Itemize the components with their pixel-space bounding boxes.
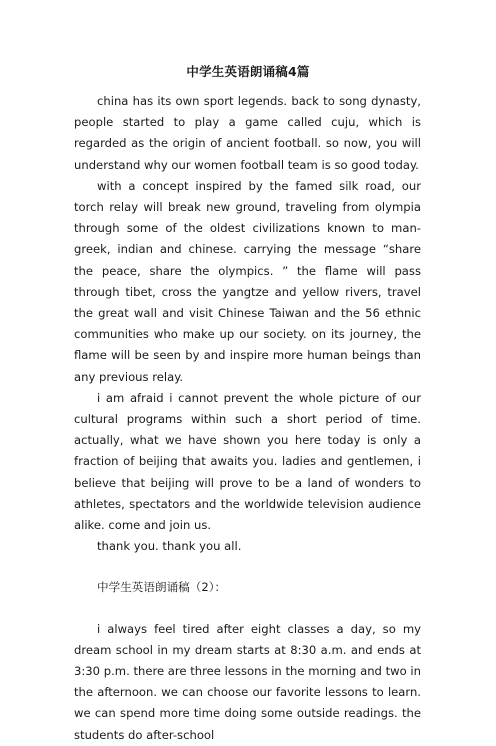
paragraph-dream-school: i always feel tired after eight classes a day, so my dream school in my dream starts at 8:30 a.m. and ends at 3:30 p.m. there are three lessons in the morning and two in the afternoon. we can choose our favorite lessons to learn. we can spend more time doing some outside readings. the students do after-school — [74, 621, 421, 742]
paragraph-cuju: china has its own sport legends. back to song dynasty, people started to play a game called cuju, which is regarded as the origin of ancient football. so now, you will understand why our women football team is so good today. — [74, 94, 421, 172]
section-heading: 中学生英语朗诵稿（2）： — [97, 580, 227, 595]
paragraph-torch-relay: with a concept inspired by the famed silk road, our torch relay will break new ground, traveling from olympia through some of the oldest civilizations known to man-greek, indian and chinese. carrying the message “share the peace, share the olympics. ” the flame will pass through tibet, cross the yangtze and yellow rivers, travel the great wall and visit Chinese Taiwan and the 56 ethnic communities who make up our society. on its journey, the flame will be seen by and inspire more human beings than any previous relay. — [74, 178, 421, 384]
document-body — [74, 91, 421, 746]
paragraph-cultural-programs: i am afraid i cannot prevent the whole picture of our cultural programs within such a short period of time. actually, what we have shown you here today is only a fraction of beijing that awaits you. ladies and gentlemen, i believe that beijing will prove to be a land of wonders to athletes, spectators and the worldwide television audience alike. come and join us. — [74, 390, 421, 533]
paragraph-thanks: thank you. thank you all. — [97, 539, 242, 554]
document-title: 中学生英语朗诵稿4篇 — [186, 64, 310, 79]
